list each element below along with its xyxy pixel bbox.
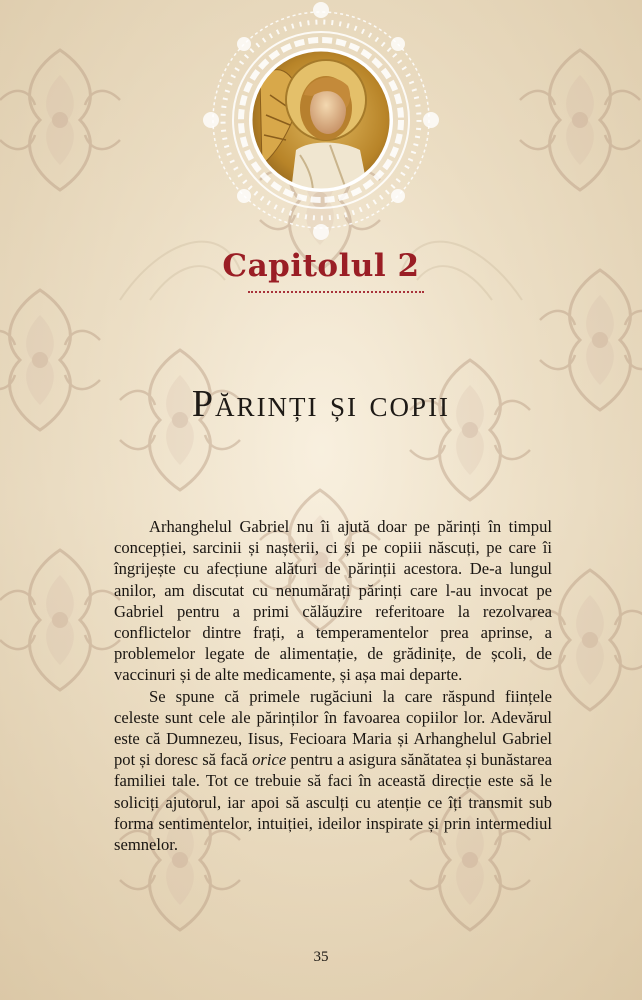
chapter-divider	[248, 291, 424, 293]
paragraph-2	[114, 686, 552, 856]
angel-medallion	[200, 0, 442, 250]
paragraph-2-part-2: pentru a asigura sănătatea și bunăstarea familiei tale. Tot ce trebuie să faci în această direcție este să le soliciți ajutorul, iar apoi să asculți cu atenție ce îți transmit sub forma sentimentelor, intuiției, ideilor inspirate și prin intermediul semnelor.	[114, 750, 552, 855]
paragraph-2-emphasis: orice	[252, 750, 287, 770]
body-text	[114, 516, 552, 855]
paragraph-1: Arhanghelul Gabriel nu îi ajută doar pe părinți în timpul concepției, sarcinii și nașterii, ci și pe copiii născuți, pe care îi îngrijește cu afecțiune alături de părinții acestora. De-a lungul anilor, am discutat cu nenumărați părinți care l-au invocat pe Gabriel pentru a primi călăuzire referitoare la rezolvarea conflictelor dintre frați, a temperamentelor prea aprinse, a problemelor legate de alimentație, de grădinițe, de școli, de vaccinuri și de alte medicamente, și așa mai departe.	[114, 517, 552, 685]
paragraph-2-part-1: Se spune că primele rugăciuni la care răspund ființele celeste sunt cele ale părinților în favoarea copiilor lor. Adevărul este că Dumnezeu, Iisus, Fecioara Maria și Arhanghelul Gabriel pot și doresc să facă	[114, 686, 552, 770]
chapter-label: Capitolul 2	[222, 248, 420, 284]
page-number: 35	[313, 949, 329, 965]
page-title: Părinți și copii	[191, 383, 451, 425]
